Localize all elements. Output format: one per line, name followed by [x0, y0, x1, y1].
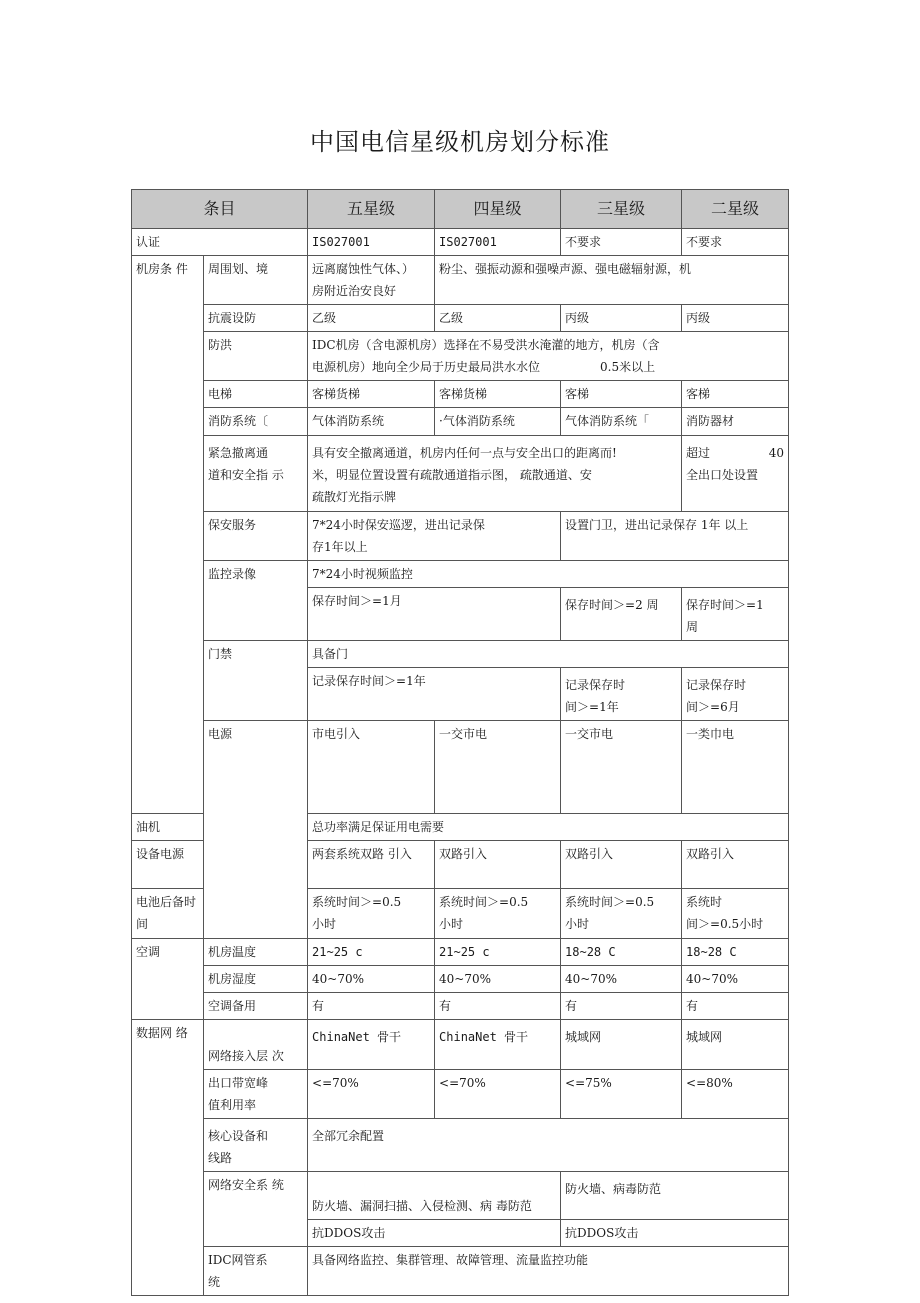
- hum-label: 机房湿度: [204, 966, 308, 993]
- evac-right-2: 全出口处设置: [686, 468, 759, 482]
- hum-four: 40~70%: [435, 966, 561, 993]
- video-three: 保存时间＞=2 周: [561, 588, 682, 641]
- security-right: 设置门卫，进出记录保存 1年 以上: [561, 512, 789, 561]
- netsec-left-2: 抗DDOS攻击: [308, 1220, 561, 1247]
- row-quake: [132, 305, 789, 332]
- quake-two: 丙级: [682, 305, 789, 332]
- ac-backup-two: 有: [682, 993, 789, 1020]
- ac-backup-three: 有: [561, 993, 682, 1020]
- elevator-label: 电梯: [204, 381, 308, 408]
- evac-left: 具有安全撤离通道，机房内任何一点与安全出口的距离而! 米，明显位置设置有疏散通道指示图， 疏散通道、安 疏散灯光指示牌: [308, 436, 682, 512]
- row-ac-backup: [132, 993, 789, 1020]
- row-mains: [132, 721, 789, 814]
- cert-five: IS027001: [308, 229, 435, 256]
- bw-five: <=70%: [308, 1070, 435, 1119]
- video-two: 保存时间＞=1 周: [682, 588, 789, 641]
- door-label: 门禁: [204, 641, 308, 721]
- fire-three: 气体消防系统「: [561, 408, 682, 436]
- evac-right-1b: 40: [768, 446, 785, 460]
- security-left: 7*24小时保安巡逻，进出记录保 存1年以上: [308, 512, 561, 561]
- evac-right: [682, 436, 789, 512]
- row-flood: [132, 332, 789, 381]
- row-mgmt: [132, 1247, 789, 1296]
- row-cert: [132, 229, 789, 256]
- flood-line-2: [312, 356, 784, 378]
- access-two: 城域网: [682, 1020, 789, 1070]
- quake-label: 抗震设防: [204, 305, 308, 332]
- row-evac: [132, 436, 789, 512]
- access-four: ChinaNet 骨干: [435, 1020, 561, 1070]
- oil-all: 总功率满足保证用电需要: [308, 814, 789, 841]
- fire-five: 气体消防系统: [308, 408, 435, 436]
- row-door-top: [132, 641, 789, 668]
- row-core: [132, 1119, 789, 1172]
- evac-label: 紧急撤离通 道和安全指 示: [204, 436, 308, 512]
- flood-line-2b: 0.5米以上: [600, 360, 656, 374]
- bw-three: <=75%: [561, 1070, 682, 1119]
- temp-five: 21~25 c: [308, 939, 435, 966]
- mains-five: 一交市电: [435, 721, 561, 814]
- video-top: 7*24小时视频监控: [308, 561, 789, 588]
- door-two: 记录保存时 间＞=6月: [682, 668, 789, 721]
- battery-three: 系统时间＞=0.5 小时: [561, 889, 682, 939]
- battery-five: 系统时间＞=0.5 小时: [308, 889, 435, 939]
- battery-two: 系统时 间＞=0.5小时: [682, 889, 789, 939]
- netsec-left: 防火墙、漏洞扫描、入侵检测、病 毒防范: [308, 1172, 561, 1220]
- mgmt-all: 具备网络监控、集群管理、故障管理、流量监控功能: [308, 1247, 789, 1296]
- flood-line-1: IDC机房（含电源机房）选择在不易受洪水淹灌的地方，机房（含: [312, 338, 660, 352]
- page-title: 中国电信星级机房划分标准: [310, 128, 610, 156]
- access-label: 网络接入层 次: [204, 1020, 308, 1070]
- netsec-right: 防火墙、病毒防范: [561, 1172, 789, 1220]
- quake-four: 乙级: [435, 305, 561, 332]
- surround-right: 粉尘、强振动源和强噪声源、强电磁辐射源，机: [435, 256, 789, 305]
- flood-line-2a: 电源机房）地向全少局于历史最局洪水水位: [312, 360, 541, 374]
- surround-left: 远离腐蚀性气体、） 房附近治安良好: [308, 256, 435, 305]
- door-five-four: 记录保存时间＞=1年: [308, 668, 561, 721]
- header-five-star: 五星级: [308, 190, 435, 229]
- hum-three: 40~70%: [561, 966, 682, 993]
- access-three: 城域网: [561, 1020, 682, 1070]
- hum-two: 40~70%: [682, 966, 789, 993]
- temp-label: 机房温度: [204, 939, 308, 966]
- video-five-four: 保存时间＞=1月: [308, 588, 561, 641]
- ac-backup-four: 有: [435, 993, 561, 1020]
- bw-two: <=80%: [682, 1070, 789, 1119]
- header-row: [132, 190, 789, 229]
- cert-four: IS027001: [435, 229, 561, 256]
- ac-backup-label: 空调备用: [204, 993, 308, 1020]
- elevator-two: 客梯: [682, 381, 789, 408]
- header-four-star: 四星级: [435, 190, 561, 229]
- bw-four: <=70%: [435, 1070, 561, 1119]
- temp-four: 21~25 c: [435, 939, 561, 966]
- battery-four: 系统时间＞=0.5 小时: [435, 889, 561, 939]
- row-fire: [132, 408, 789, 436]
- netsec-right-2: 抗DDOS攻击: [561, 1220, 789, 1247]
- header-three-star: 三星级: [561, 190, 682, 229]
- equip-two: 双路引入: [682, 841, 789, 889]
- door-top: 具备门: [308, 641, 789, 668]
- video-label: 监控录像: [204, 561, 308, 641]
- mains-four: 一交市电: [561, 721, 682, 814]
- door-three: 记录保存时 间＞=1年: [561, 668, 682, 721]
- netsec-label: 网络安全系 统: [204, 1172, 308, 1247]
- core-label: 核心设备和 线路: [204, 1119, 308, 1172]
- equip-four: 双路引入: [435, 841, 561, 889]
- elevator-four: 客梯货梯: [435, 381, 561, 408]
- elevator-three: 客梯: [561, 381, 682, 408]
- core-all: 全部冗余配置: [308, 1119, 789, 1172]
- equip-five: 两套系统双路 引入: [308, 841, 435, 889]
- row-netsec: [132, 1172, 789, 1220]
- cert-three: 不要求: [561, 229, 682, 256]
- battery-label: 电池后备时 间: [132, 889, 204, 939]
- equip-label: 设备电源: [132, 841, 204, 889]
- access-five: ChinaNet 骨干: [308, 1020, 435, 1070]
- mains-label: 市电引入: [308, 721, 435, 814]
- quake-five: 乙级: [308, 305, 435, 332]
- flood-text: [308, 332, 789, 381]
- surround-label: 周围划、境: [204, 256, 308, 305]
- row-hum: [132, 966, 789, 993]
- bw-label: 出口带宽峰 值利用率: [204, 1070, 308, 1119]
- header-two-star: 二星级: [682, 190, 789, 229]
- row-video-top: [132, 561, 789, 588]
- standards-table: [131, 189, 789, 1296]
- group-room: 机房条 件: [132, 256, 204, 814]
- row-temp: [132, 939, 789, 966]
- security-label: 保安服务: [204, 512, 308, 561]
- mains-three: 一类巾电: [682, 721, 789, 814]
- fire-two: 消防器材: [682, 408, 789, 436]
- group-power: 电源: [204, 721, 308, 939]
- row-surround: [132, 256, 789, 305]
- row-bw: [132, 1070, 789, 1119]
- mgmt-label: IDC网管系 统: [204, 1247, 308, 1296]
- oil-label: 油机: [132, 814, 204, 841]
- quake-three: 丙级: [561, 305, 682, 332]
- group-ac: 空调: [132, 939, 204, 1020]
- group-net: 数据网 络: [132, 1020, 204, 1296]
- fire-label: 消防系统〔: [204, 408, 308, 436]
- fire-four: ·气体消防系统: [435, 408, 561, 436]
- temp-three: 18~28 C: [561, 939, 682, 966]
- ac-backup-five: 有: [308, 993, 435, 1020]
- header-item: 条目: [132, 190, 308, 229]
- cert-label: 认证: [132, 229, 308, 256]
- hum-five: 40~70%: [308, 966, 435, 993]
- row-access: [132, 1020, 789, 1070]
- evac-right-1: 超过: [686, 446, 711, 460]
- temp-two: 18~28 C: [682, 939, 789, 966]
- flood-label: 防洪: [204, 332, 308, 381]
- row-security: [132, 512, 789, 561]
- equip-three: 双路引入: [561, 841, 682, 889]
- cert-two: 不要求: [682, 229, 789, 256]
- elevator-five: 客梯货梯: [308, 381, 435, 408]
- row-elevator: [132, 381, 789, 408]
